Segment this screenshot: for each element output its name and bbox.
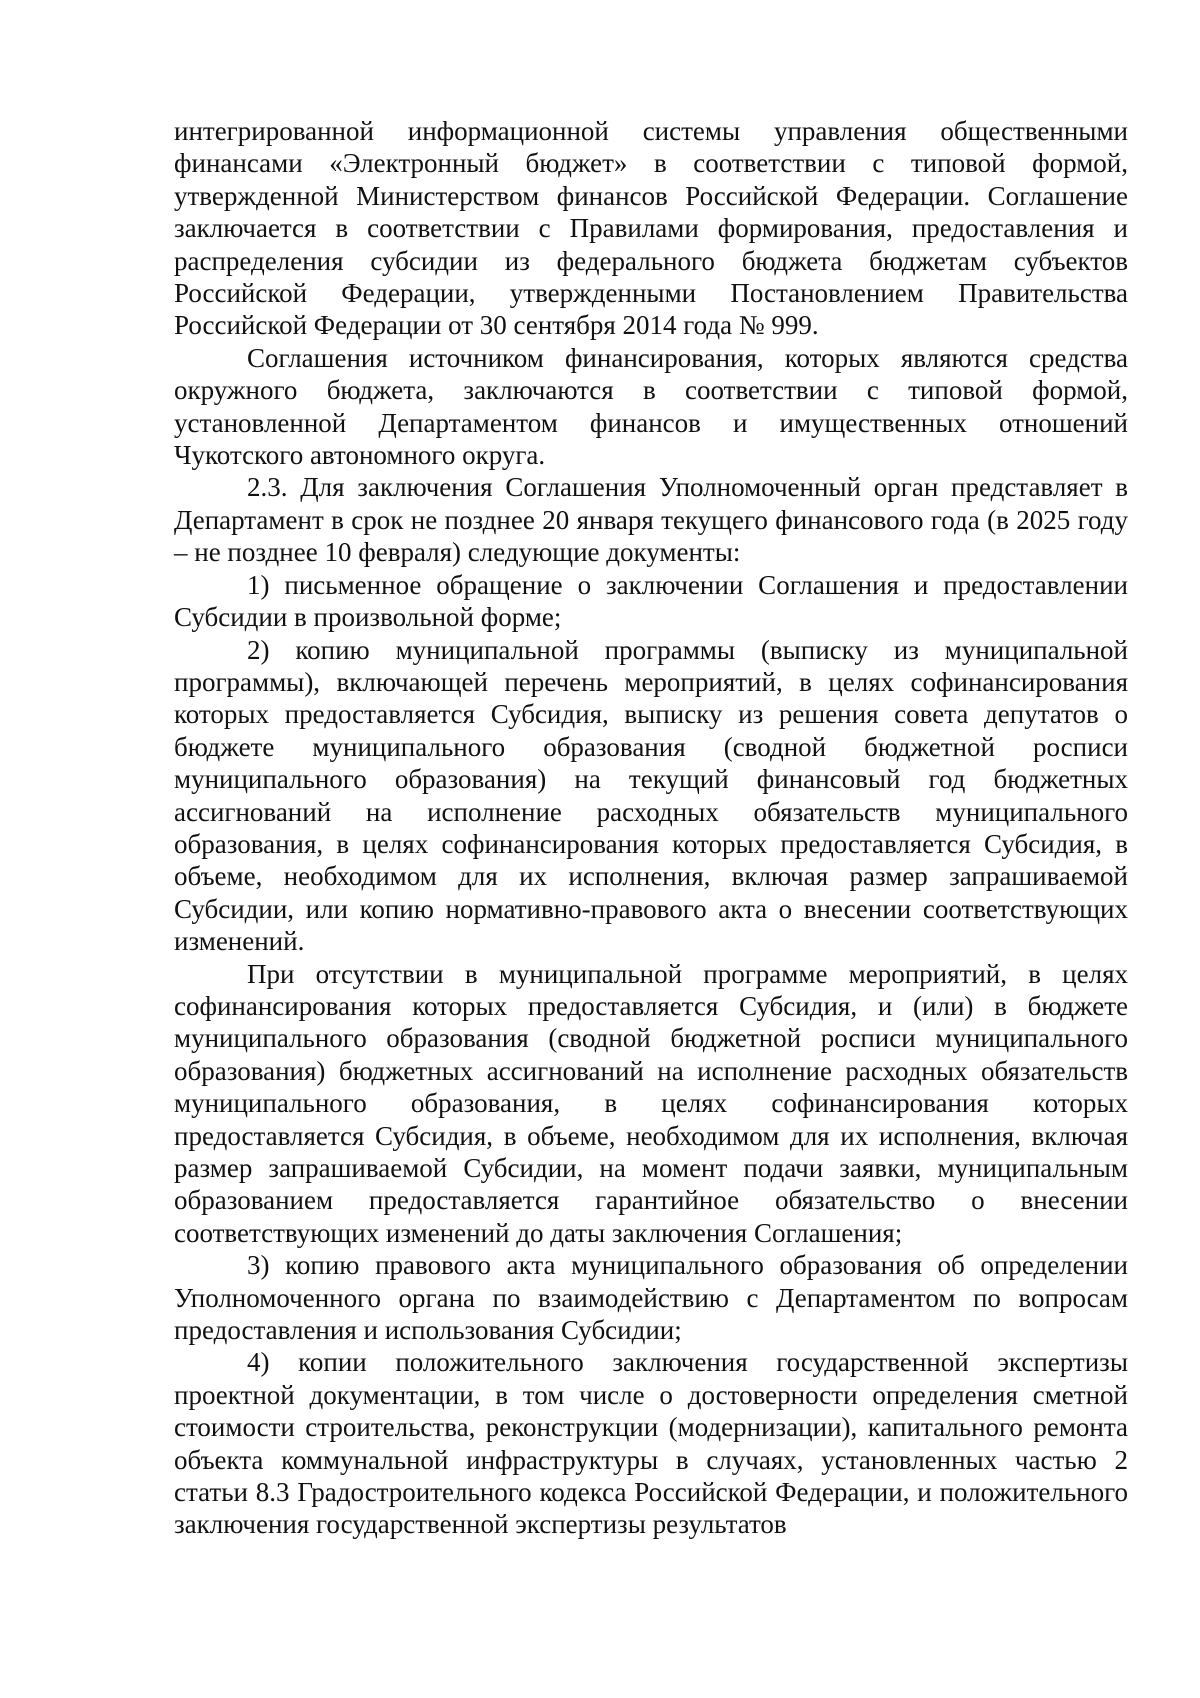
paragraph-absence-clause: При отсутствии в муниципальной программе мероприятий, в целях софинансирования которых предоставляется Субсидия, и (или) в бюджете муниципального образования (сводной бюджетной росписи муниципального образования) бюджетных ассигнований на исполнение расходных обязательств муниципального образования, в целях софинансирования которых предоставляется Субсидия, в объеме, необходимом для их исполнения, включая размер запрашиваемой Субсидии, на момент подачи заявки, муниципальным образованием предоставляется гарантийное обязательство о внесении соответствующих изменений до даты заключения Соглашения;	[174, 958, 1128, 1248]
paragraph-item-2: 2) копию муниципальной программы (выписку из муниципальной программы), включающей перечень мероприятий, в целях софинансирования которых предоставляется Субсидия, выписку из решения совета депутатов о бюджете муниципального образования (сводной бюджетной росписи муниципального образования) на текущий финансовый год бюджетных ассигнований на исполнение расходных обязательств муниципального образования, в целях софинансирования которых предоставляется Субсидия, в объеме, необходимом для их исполнения, включая размер запрашиваемой Субсидии, или копию нормативно-правового акта о внесении соответствующих изменений.	[174, 634, 1128, 957]
paragraph-item-1: 1) письменное обращение о заключении Соглашения и предоставлении Субсидии в произвольной форме;	[174, 569, 1128, 633]
paragraph-agreements-funding: Соглашения источником финансирования, которых являются средства окружного бюджета, заключаются в соответствии с типовой формой, установленной Департаментом финансов и имущественных отношений Чукотского автономного округа.	[174, 342, 1128, 471]
paragraph-continuation: интегрированной информационной системы управления общественными финансами «Электронный бюджет» в соответствии с типовой формой, утвержденной Министерством финансов Российской Федерации. Соглашение заключается в соответствии с Правилами формирования, предоставления и распределения субсидии из федерального бюджета бюджетам субъектов Российской Федерации, утвержденными Постановлением Правительства Российской Федерации от 30 сентября 2014 года № 999.	[174, 116, 1128, 341]
paragraph-item-4: 4) копии положительного заключения государственной экспертизы проектной документации, в том числе о достоверности определения сметной стоимости строительства, реконструкции (модернизации), капитального ремонта объекта коммунальной инфраструктуры в случаях, установленных частью 2 статьи 8.3 Градостроительного кодекса Российской Федерации, и положительного заключения государственной экспертизы результатов	[174, 1347, 1128, 1540]
paragraph-2-3: 2.3. Для заключения Соглашения Уполномоченный орган представляет в Департамент в срок не позднее 20 января текущего финансового года (в 2025 году – не позднее 10 февраля) следующие документы:	[174, 472, 1128, 568]
paragraph-item-3: 3) копию правового акта муниципального образования об определении Уполномоченного органа по взаимодействию с Департаментом по вопросам предоставления и использования Субсидии;	[174, 1250, 1128, 1346]
document-body	[174, 115, 1128, 1541]
